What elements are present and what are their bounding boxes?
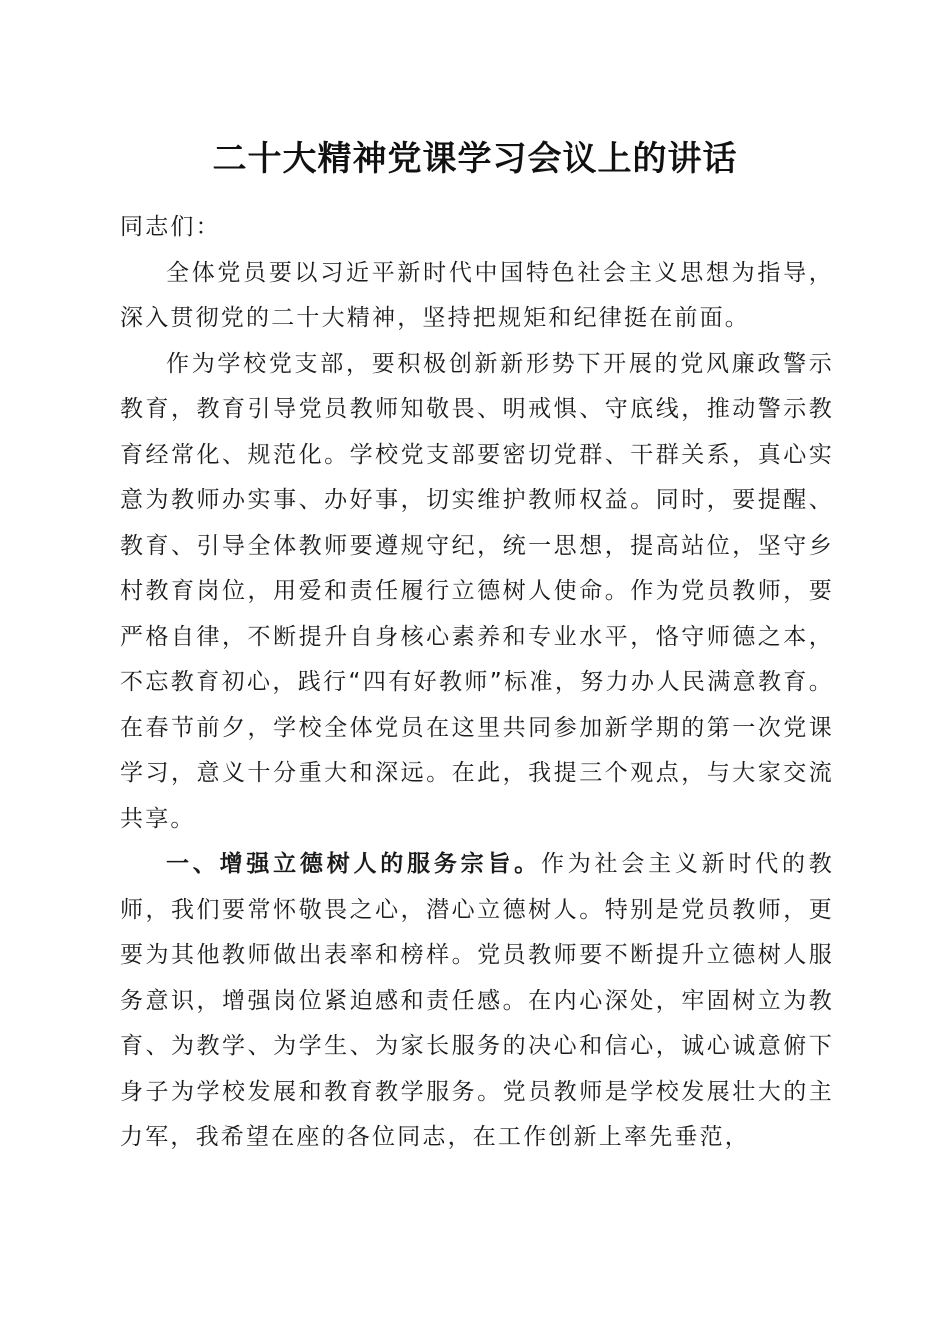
section-1-heading: 一、增强立德树人的服务宗旨。	[166, 851, 541, 877]
document-title: 二十大精神党课学习会议上的讲话	[212, 139, 738, 179]
section-1-text: 作为社会主义新时代的教师，我们要常怀敬畏之心，潜心立德树人。特别是党员教师，更要为其他教师做出表率和榜样。党员教师要不断提升立德树人服务意识，增强岗位紧迫感和责任感。在内心深处，牢固树立为教育、为教学、为学生、为家长服务的决心和信心，诚心诚意俯下身子为学校发展和教育教学服务。党员教师是学校发展壮大的主力军，我希望在座的各位同志，在工作创新上率先垂范，	[120, 851, 834, 1150]
paragraph-1: 全体党员要以习近平新时代中国特色社会主义思想为指导，深入贯彻党的二十大精神，坚持把规矩和纪律挺在前面。	[120, 259, 834, 331]
salutation: 同志们：	[120, 214, 221, 240]
document-body	[120, 205, 834, 1161]
paragraph-2: 作为学校党支部，要积极创新新形势下开展的党风廉政警示教育，教育引导党员教师知敬畏、明戒惧、守底线，推动警示教育经常化、规范化。学校党支部要密切党群、干群关系，真心实意为教师办实事、办好事，切实维护教师权益。同时，要提醒、教育、引导全体教师要遵规守纪，统一思想，提高站位，坚守乡村教育岗位，用爱和责任履行立德树人使命。作为党员教师，要严格自律，不断提升自身核心素养和专业水平，恪守师德之本，不忘教育初心，践行“四有好教师”标准，努力办人民满意教育。在春节前夕，学校全体党员在这里共同参加新学期的第一次党课学习，意义十分重大和深远。在此，我提三个观点，与大家交流共享。	[120, 350, 834, 832]
section-1-paragraph	[120, 842, 834, 1161]
